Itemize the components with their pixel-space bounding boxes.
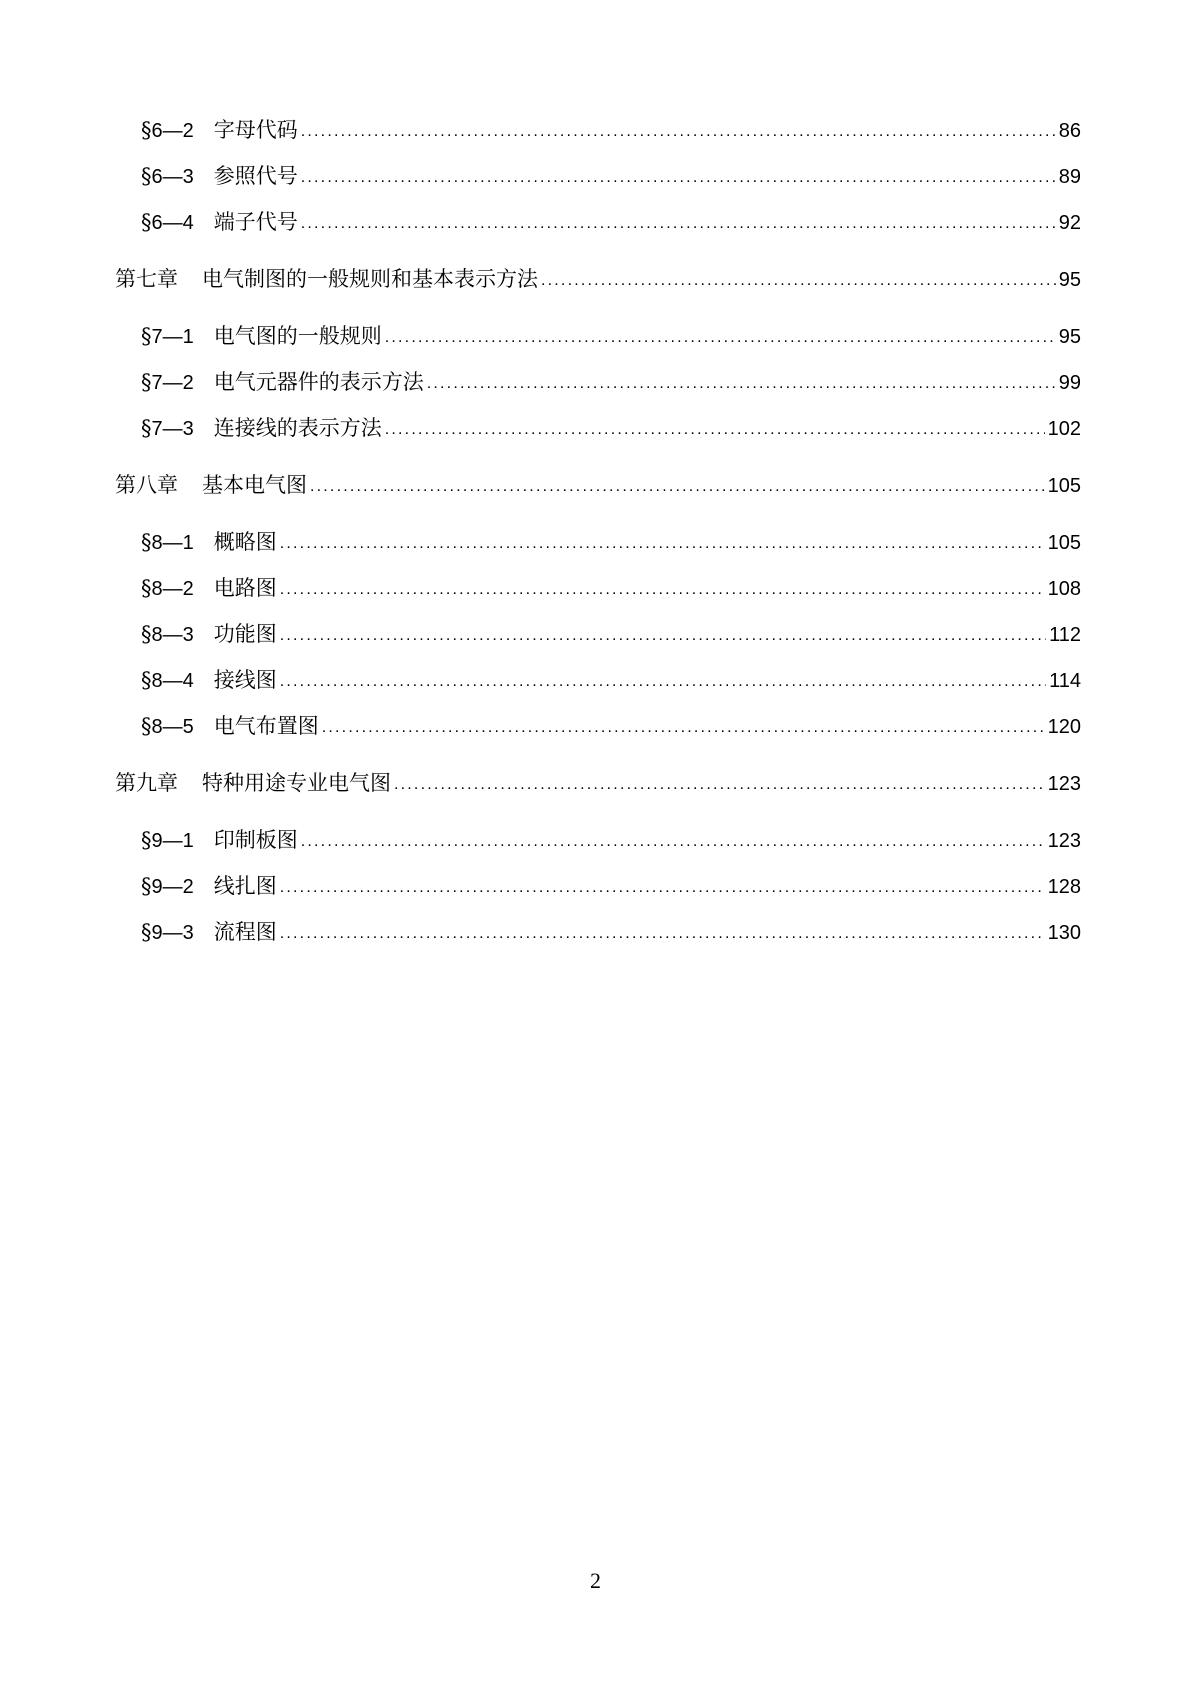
toc-page-number: 112 <box>1049 624 1081 646</box>
section-number: 9—2 <box>151 876 194 898</box>
toc-section-entry[interactable] <box>115 207 1081 237</box>
section-sign: § <box>141 622 152 646</box>
dot-leader <box>301 209 1056 239</box>
section-title: 概略图 <box>213 530 277 554</box>
toc-entry-label <box>141 711 319 742</box>
section-title: 印制板图 <box>213 828 298 852</box>
toc-page-number: 130 <box>1047 922 1081 944</box>
section-title: 参照代号 <box>213 164 298 188</box>
section-title: 端子代号 <box>213 210 298 234</box>
section-sign: § <box>141 668 152 692</box>
toc-page-number: 128 <box>1047 876 1081 898</box>
chapter-title: 电气制图的一般规则和基本表示方法 <box>202 267 538 291</box>
section-number: 7—2 <box>151 372 194 394</box>
chapter-title: 特种用途专业电气图 <box>202 771 391 795</box>
dot-leader <box>280 873 1045 903</box>
toc-entry-label <box>115 264 538 294</box>
toc-section-entry[interactable] <box>115 573 1081 603</box>
section-title: 流程图 <box>213 920 277 944</box>
toc-chapter-entry[interactable] <box>115 768 1081 798</box>
section-title: 电路图 <box>213 576 277 600</box>
dot-leader <box>301 163 1056 193</box>
section-sign: § <box>141 874 152 898</box>
toc-section-entry[interactable] <box>115 321 1081 351</box>
toc-entry-label <box>141 207 298 238</box>
toc-section-entry[interactable] <box>115 825 1081 855</box>
section-number: 6—2 <box>151 120 194 142</box>
toc-page-number: 95 <box>1058 326 1081 348</box>
dot-leader <box>280 667 1046 697</box>
dot-leader <box>301 827 1045 857</box>
toc-section-entry[interactable] <box>115 871 1081 901</box>
dot-leader <box>280 919 1045 949</box>
toc-page-number: 120 <box>1047 716 1081 738</box>
dot-leader <box>541 266 1056 296</box>
toc-page-number: 123 <box>1047 773 1081 795</box>
toc-entry-label <box>141 825 298 856</box>
section-title: 电气布置图 <box>213 714 319 738</box>
toc-section-entry[interactable] <box>115 917 1081 947</box>
section-number: 9—3 <box>151 922 194 944</box>
toc-page-number: 105 <box>1047 475 1081 497</box>
toc-entry-label <box>141 161 298 192</box>
section-sign: § <box>141 370 152 394</box>
section-sign: § <box>141 576 152 600</box>
dot-leader <box>280 575 1045 605</box>
toc-section-entry[interactable] <box>115 711 1081 741</box>
section-title: 电气元器件的表示方法 <box>213 370 424 394</box>
toc-page-number: 108 <box>1047 578 1081 600</box>
toc-entry-label <box>141 917 277 948</box>
chapter-number: 第七章 <box>115 267 178 291</box>
dot-leader <box>301 117 1056 147</box>
toc-entry-label <box>141 871 277 902</box>
section-number: 8—3 <box>151 624 194 646</box>
section-number: 6—3 <box>151 166 194 188</box>
dot-leader <box>385 323 1056 353</box>
section-number: 9—1 <box>151 830 194 852</box>
toc-section-entry[interactable] <box>115 619 1081 649</box>
chapter-number: 第八章 <box>115 473 178 497</box>
toc-entry-label <box>141 619 277 650</box>
page-number: 2 <box>590 1568 601 1593</box>
toc-section-entry[interactable] <box>115 413 1081 443</box>
dot-leader <box>427 369 1056 399</box>
section-title: 连接线的表示方法 <box>213 416 382 440</box>
dot-leader <box>310 472 1045 502</box>
toc-entry-label <box>141 573 277 604</box>
toc-page-number: 89 <box>1058 166 1081 188</box>
toc-entry-label <box>115 470 307 500</box>
chapter-title: 基本电气图 <box>202 473 307 497</box>
dot-leader <box>322 713 1045 743</box>
section-sign: § <box>141 118 152 142</box>
section-title: 字母代码 <box>213 118 298 142</box>
toc-entry-label <box>141 367 424 398</box>
section-sign: § <box>141 164 152 188</box>
section-sign: § <box>141 416 152 440</box>
section-sign: § <box>141 714 152 738</box>
toc-page-number: 102 <box>1047 418 1081 440</box>
dot-leader <box>280 621 1046 651</box>
section-sign: § <box>141 210 152 234</box>
section-sign: § <box>141 324 152 348</box>
toc-section-entry[interactable] <box>115 161 1081 191</box>
toc-page-number: 114 <box>1049 670 1081 692</box>
dot-leader <box>385 415 1045 445</box>
toc-entry-label <box>141 115 298 146</box>
dot-leader <box>394 770 1045 800</box>
section-number: 8—2 <box>151 578 194 600</box>
section-number: 6—4 <box>151 212 194 234</box>
toc-entry-label <box>141 321 382 352</box>
toc-page-number: 123 <box>1047 830 1081 852</box>
toc-section-entry[interactable] <box>115 527 1081 557</box>
section-title: 功能图 <box>213 622 277 646</box>
section-title: 接线图 <box>213 668 277 692</box>
dot-leader <box>280 529 1045 559</box>
section-number: 8—5 <box>151 716 194 738</box>
toc-chapter-entry[interactable] <box>115 470 1081 500</box>
toc-page-number: 95 <box>1058 269 1081 291</box>
toc-entry-label <box>115 768 391 798</box>
toc-section-entry[interactable] <box>115 367 1081 397</box>
toc-chapter-entry[interactable] <box>115 264 1081 294</box>
section-number: 8—1 <box>151 532 194 554</box>
toc-page-number: 86 <box>1058 120 1081 142</box>
toc-entry-label <box>141 527 277 558</box>
toc-page-number: 105 <box>1047 532 1081 554</box>
chapter-number: 第九章 <box>115 771 178 795</box>
section-number: 7—1 <box>151 326 194 348</box>
section-sign: § <box>141 530 152 554</box>
toc-page-number: 92 <box>1058 212 1081 234</box>
toc-entry-label <box>141 665 277 696</box>
toc-section-entry[interactable] <box>115 665 1081 695</box>
section-sign: § <box>141 828 152 852</box>
toc-section-entry[interactable] <box>115 115 1081 145</box>
toc-page-number: 99 <box>1058 372 1081 394</box>
toc-entry-label <box>141 413 382 444</box>
section-number: 8—4 <box>151 670 194 692</box>
section-sign: § <box>141 920 152 944</box>
section-title: 电气图的一般规则 <box>213 324 382 348</box>
section-number: 7—3 <box>151 418 194 440</box>
section-title: 线扎图 <box>213 874 277 898</box>
